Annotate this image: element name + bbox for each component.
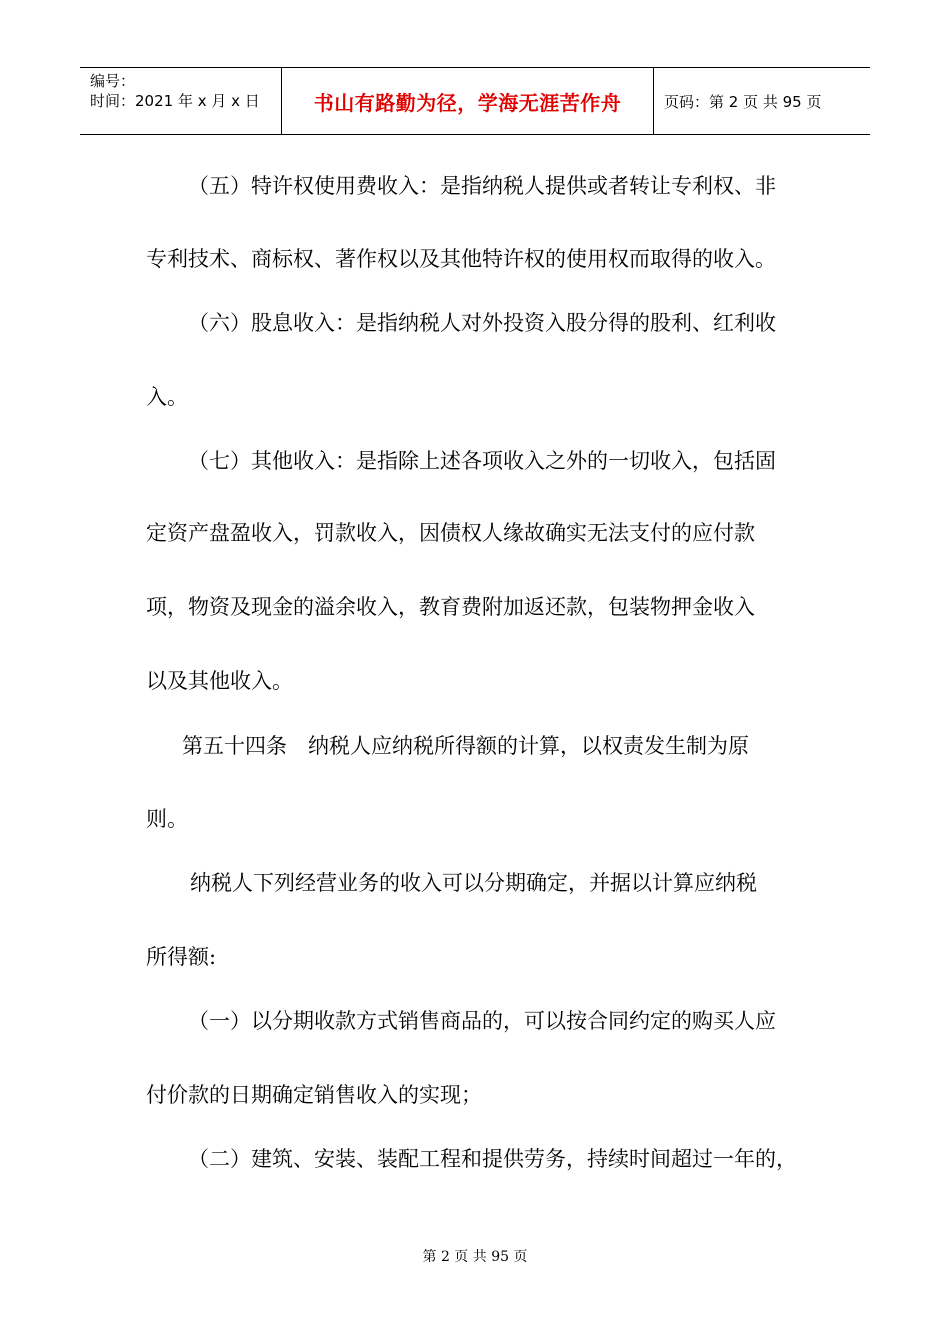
page-footer: 第 2 页 共 95 页	[422, 1249, 528, 1265]
page-header	[80, 67, 870, 135]
body-line: 以及其他收入。	[146, 669, 293, 693]
header-page-code: 页码：第 2 页 共 95 页	[664, 92, 822, 111]
body-line: 付价款的日期确定销售收入的实现；	[146, 1083, 482, 1107]
body-line: 专利技术、商标权、著作权以及其他特许权的使用权而取得的收入。	[146, 247, 776, 271]
body-line: 第五十四条 纳税人应纳税所得额的计算，以权责发生制为原	[182, 734, 749, 758]
body-line: 入。	[146, 385, 188, 409]
body-line: 定资产盘盈收入，罚款收入，因债权人缘故确实无法支付的应付款	[146, 521, 755, 545]
document-number-label: 编号：	[90, 72, 136, 90]
body-line: （五）特许权使用费收入：是指纳税人提供或者转让专利权、非	[188, 174, 776, 198]
document-time-label: 时间：2021 年 x 月 x 日	[90, 92, 260, 110]
body-line: （六）股息收入：是指纳税人对外投资入股分得的股利、红利收	[188, 311, 776, 335]
header-meta-cell	[80, 68, 282, 134]
body-line: 纳税人下列经营业务的收入可以分期确定，并据以计算应纳税	[190, 871, 757, 895]
body-line: 所得额:	[146, 945, 217, 969]
body-line: （二）建筑、安装、装配工程和提供劳务，持续时间超过一年的，	[188, 1147, 797, 1171]
body-line: （七）其他收入：是指除上述各项收入之外的一切收入，包括固	[188, 449, 776, 473]
body-line: 则。	[146, 807, 188, 831]
body-line: 项，物资及现金的溢余收入，教育费附加返还款，包装物押金收入	[146, 595, 755, 619]
header-motto: 书山有路勤为径，学海无涯苦作舟	[282, 68, 654, 134]
body-line: （一）以分期收款方式销售商品的，可以按合同约定的购买人应	[188, 1009, 776, 1033]
